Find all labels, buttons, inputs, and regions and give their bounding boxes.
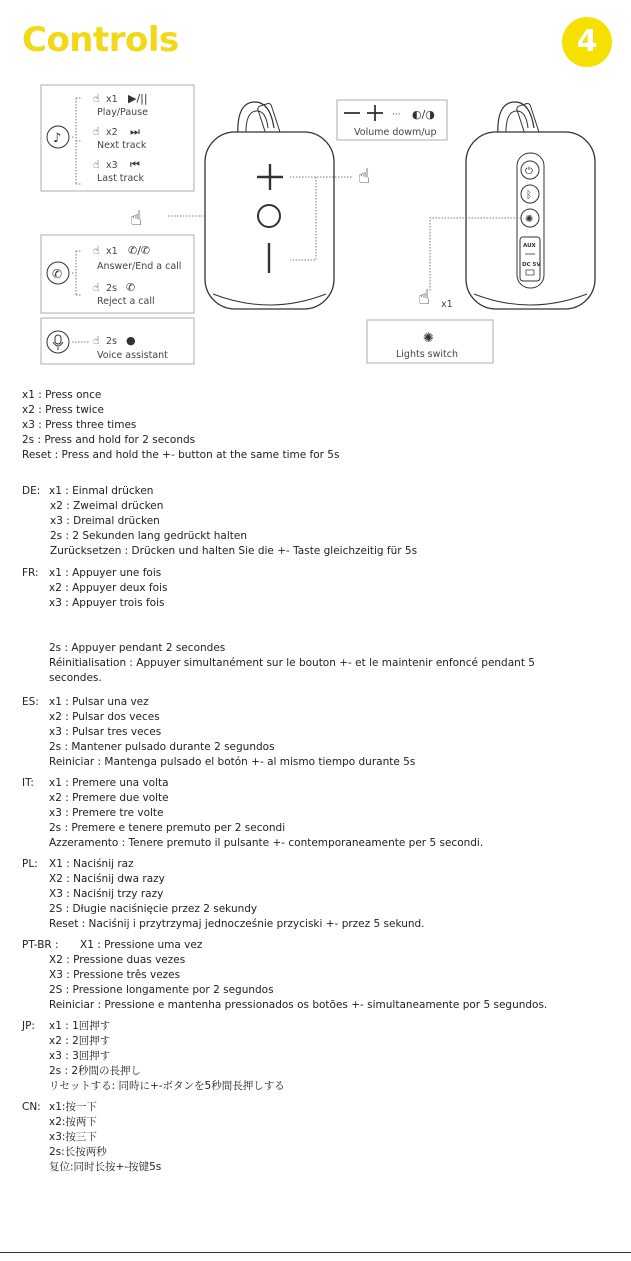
lang-line: x3 : Dreimal drücken	[50, 515, 160, 528]
lang-line: Zurücksetzen : Drücken und halten Sie die +- Taste gleichzeitig für 5s	[50, 545, 418, 558]
lang-block-pl	[22, 857, 425, 932]
next-track-icon: ⏭	[130, 125, 140, 138]
lang-line: 2S : Długie naciśnięcie przez 2 sekundy	[49, 903, 258, 916]
lang-line: x1 : 1回押す	[49, 1020, 111, 1032]
lang-line: x3 : 3回押す	[49, 1050, 111, 1063]
play-x1-label: Play/Pause	[97, 107, 148, 118]
lang-line: リセットする: 同時に+-ボタンを5秒間長押しする	[49, 1080, 285, 1093]
lang-line: x1 : Premere una volta	[49, 777, 169, 789]
lang-line: x2:按两下	[49, 1116, 97, 1129]
legend-line: Reset : Press and hold the +- button at the same time for 5s	[22, 449, 340, 462]
lang-line: 2s : 2 Sekunden lang gedrückt halten	[50, 530, 248, 543]
lang-line: X3 : Pressione três vezes	[49, 969, 181, 982]
voice-assistant-box	[41, 318, 194, 364]
svg-text:✆: ✆	[52, 267, 63, 281]
page-title: Controls	[22, 20, 179, 60]
hand-pointer-icon: ☝	[130, 206, 143, 230]
lang-line: 2S : Pressione longamente por 2 segundos	[49, 984, 274, 997]
lang-line: x2 : Premere due volte	[49, 792, 169, 805]
hand-hold-icon: ☝	[93, 281, 100, 294]
play-pause-icon: ▶/||	[128, 92, 148, 105]
lang-line: secondes.	[49, 672, 102, 685]
lang-line: 2s:长按两秒	[49, 1146, 107, 1159]
lang-line	[49, 626, 535, 641]
lang-line: X1 : Pressione uma vez	[80, 939, 203, 951]
lang-code: FR:	[22, 567, 39, 579]
lang-line: Reiniciar : Mantenga pulsado el botón +- al mismo tiempo durante 5s	[49, 756, 416, 769]
volume-label: Volume dowm/up	[354, 127, 437, 138]
lights-press: x1	[441, 299, 453, 310]
hand-pointer-icon: ☝	[358, 164, 371, 188]
legend-line: x2 : Press twice	[22, 404, 104, 417]
lang-line: 复位:同时长按+-按键5s	[49, 1161, 162, 1174]
lang-line: 2s : 2秒間の長押し	[49, 1065, 142, 1078]
legend-line: x1 : Press once	[22, 389, 102, 401]
lang-code: CN:	[22, 1101, 41, 1113]
controls-diagram	[0, 80, 631, 380]
answer-end-call-icon: ✆/✆	[128, 244, 151, 257]
lang-block-it	[22, 776, 483, 851]
hand-pointer-icon: ☝	[418, 285, 431, 309]
svg-text:···: ···	[392, 110, 401, 120]
call-hold: 2s	[106, 283, 117, 294]
lang-line: x3:按三下	[49, 1131, 97, 1144]
svg-text:ᛒ: ᛒ	[526, 190, 532, 201]
speaker-front	[205, 102, 352, 309]
play-x2: x2	[106, 127, 118, 138]
call-x1: x1	[106, 246, 118, 257]
voice-assistant-icon: ●	[126, 334, 136, 347]
lang-line: 2s : Mantener pulsado durante 2 segundos	[49, 741, 275, 754]
lang-line: X3 : Naciśnij trzy razy	[49, 888, 164, 901]
page-number-badge: 4	[562, 17, 612, 67]
play-x2-label: Next track	[97, 140, 147, 151]
lang-code: PT-BR :	[22, 939, 59, 951]
legend-en	[22, 388, 339, 463]
lang-line: Reset : Naciśnij i przytrzymaj jednocześnie przyciski +- przez 5 sekund.	[49, 918, 425, 931]
lang-line: x1 : Einmal drücken	[49, 485, 154, 497]
play-x3: x3	[106, 160, 118, 171]
call-hold-label: Reject a call	[97, 296, 155, 307]
hand-press-icon: ☝	[93, 92, 100, 105]
lang-code: JP:	[22, 1020, 35, 1032]
lang-line: x1 : Appuyer une fois	[49, 567, 162, 579]
lang-line: x1:按一下	[49, 1101, 97, 1113]
lang-block-fr	[22, 566, 535, 687]
volume-icon: ◐/◑	[412, 108, 435, 121]
previous-track-icon: ⏮	[130, 158, 140, 171]
hand-press-icon: ☝	[93, 244, 100, 257]
voice-label: Voice assistant	[97, 350, 168, 361]
lang-line: 2s : Appuyer pendant 2 secondes	[49, 642, 226, 655]
lang-line: x3 : Appuyer trois fois	[49, 597, 165, 610]
call-x1-label: Answer/End a call	[97, 261, 182, 272]
lang-line: x1 : Pulsar una vez	[49, 696, 149, 708]
lang-code: PL:	[22, 858, 38, 870]
hand-press-icon: ☝	[93, 158, 100, 171]
lang-code: DE:	[22, 485, 41, 497]
svg-text:✺: ✺	[525, 214, 534, 225]
legend-line: 2s : Press and hold for 2 seconds	[22, 434, 196, 447]
bottom-rule	[0, 1252, 631, 1253]
lang-line: X2 : Naciśnij dwa razy	[49, 873, 165, 886]
volume-box	[337, 100, 447, 140]
call-controls-box	[41, 235, 194, 313]
hand-press-icon: ☝	[93, 125, 100, 138]
lang-block-pt-br	[22, 938, 547, 1013]
svg-text:⏻: ⏻	[525, 166, 533, 177]
lang-block-jp	[22, 1019, 285, 1094]
lang-line: Azzeramento : Tenere premuto il pulsante +- contemporaneamente per 5 secondi.	[49, 837, 484, 850]
lang-code: IT:	[22, 777, 34, 789]
lang-line: Réinitialisation : Appuyer simultanément sur le bouton +- et le maintenir enfoncé pendant 5	[49, 657, 535, 670]
lights-box	[367, 320, 493, 363]
lang-line: X2 : Pressione duas vezes	[49, 954, 186, 967]
hand-hold-icon: ☝	[93, 334, 100, 347]
lang-line: Reiniciar : Pressione e mantenha pressionados os botões +- simultaneamente por 5 segundos.	[49, 999, 548, 1012]
lang-line: X1 : Naciśnij raz	[49, 858, 134, 870]
play-controls-box	[41, 85, 194, 191]
lang-line: x3 : Premere tre volte	[49, 807, 164, 820]
legend-line: x3 : Press three times	[22, 419, 137, 432]
lang-block-cn	[22, 1100, 161, 1175]
lang-code: ES:	[22, 696, 39, 708]
svg-text:♪: ♪	[53, 131, 62, 146]
voice-hold: 2s	[106, 336, 117, 347]
lang-line: x2 : Zweimal drücken	[50, 500, 164, 513]
lang-line: x2 : 2回押す	[49, 1035, 111, 1048]
aux-port-label: AUX	[523, 243, 536, 249]
play-x3-label: Last track	[97, 173, 144, 184]
lang-line: x3 : Pulsar tres veces	[49, 726, 162, 739]
lang-line: x2 : Appuyer deux fois	[49, 582, 168, 595]
reject-call-icon: ✆	[126, 281, 136, 294]
lights-label: Lights switch	[396, 349, 459, 360]
dc-port-label: DC 5V	[522, 262, 541, 268]
lang-block-de	[22, 484, 417, 559]
lang-line	[49, 611, 535, 626]
lights-icon: ✺	[423, 331, 434, 346]
speaker-back	[430, 102, 595, 309]
lang-line: 2s : Premere e tenere premuto per 2 secondi	[49, 822, 286, 835]
lang-block-es	[22, 695, 415, 770]
lang-line: x2 : Pulsar dos veces	[49, 711, 160, 724]
play-x1: x1	[106, 94, 118, 105]
